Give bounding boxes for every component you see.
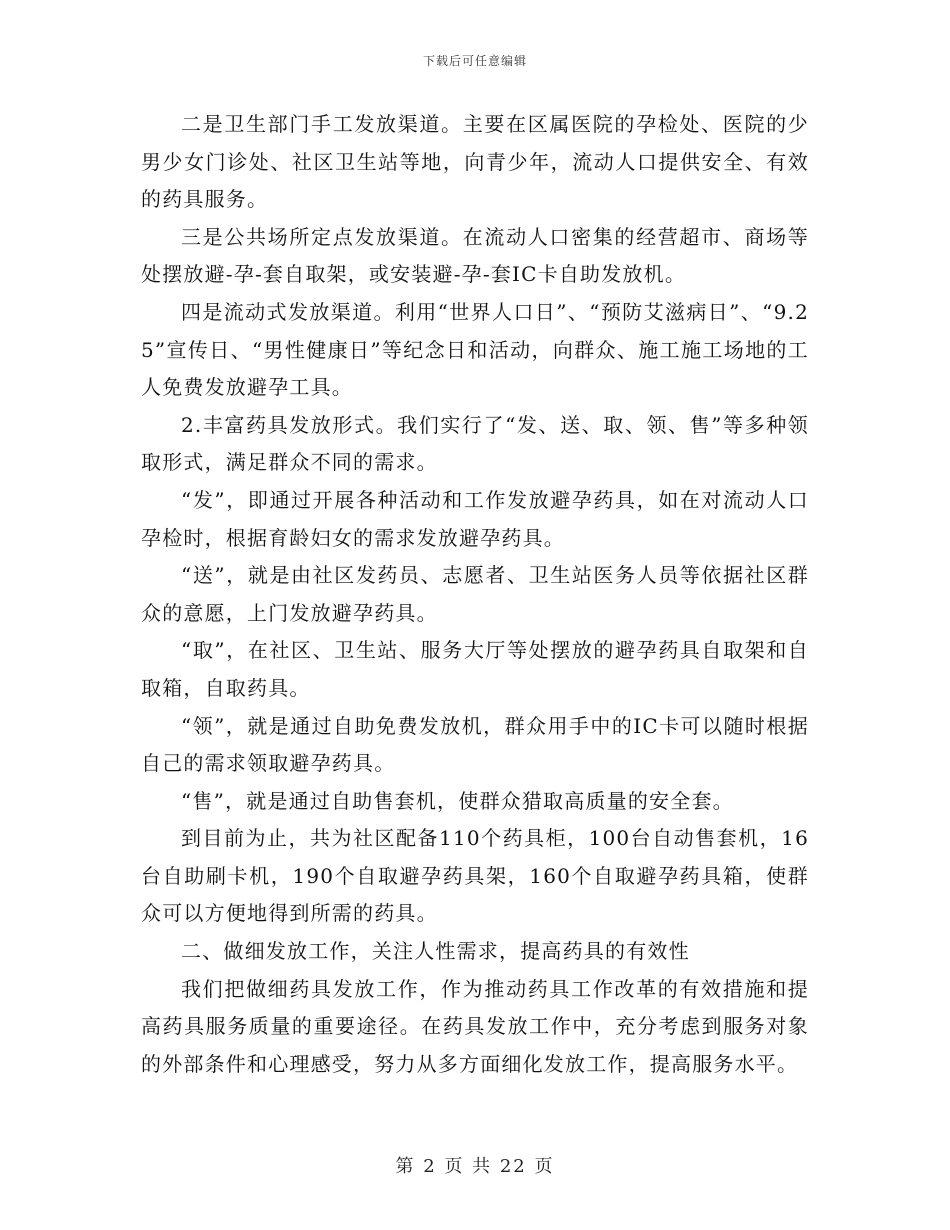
page-header: 下载后可任意编辑 bbox=[422, 54, 527, 68]
section-heading-two: 二、做细发放工作，关注人性需求，提高药具的有效性 bbox=[181, 939, 690, 964]
paragraph-section-two-body: 我们把做细药具发放工作，作为推动药具工作改革的有效措施和提高药具服务质量的重要途径。在药具发放工作中，充分考虑到服务对象的外部条件和心理感受，努力从多方面细化发放工作，提高服务水平。 bbox=[141, 976, 809, 1076]
paragraph-channel-mobile: 四是流动式发放渠道。利用“世界人口日”、“预防艾滋病日”、“9.25”宣传日、“男性健康日”等纪念日和活动，向群众、施工施工场地的工人免费发放避孕工具。 bbox=[141, 299, 809, 400]
paragraph-form-ling: “领”，就是通过自助免费发放机，群众用手中的IC卡可以随时根据自己的需求领取避孕药具。 bbox=[141, 713, 809, 776]
page-footer: 第 2 页 共 22 页 bbox=[395, 1156, 555, 1177]
paragraph-form-qu: “取”，在社区、卫生站、服务大厅等处摆放的避孕药具自取架和自取箱，自取药具。 bbox=[141, 638, 809, 700]
paragraph-form-song: “送”，就是由社区发药员、志愿者、卫生站医务人员等依据社区群众的意愿，上门发放避孕药具。 bbox=[141, 563, 809, 625]
paragraph-channel-health: 二是卫生部门手工发放渠道。主要在区属医院的孕检处、医院的少男少女门诊处、社区卫生站等地，向青少年，流动人口提供安全、有效的药具服务。 bbox=[141, 112, 809, 212]
paragraph-form-shou: “售”，就是通过自助售套机，使群众猎取高质量的安全套。 bbox=[181, 788, 734, 813]
paragraph-equipment-summary: 到目前为止，共为社区配备110个药具柜，100台自动售套机，16台自助刷卡机，190个自取避孕药具架，160个自取避孕药具箱，使群众可以方便地得到所需的药具。 bbox=[141, 826, 809, 926]
document-body bbox=[141, 106, 809, 1083]
paragraph-form-fa: “发”，即通过开展各种活动和工作发放避孕药具，如在对流动人口孕检时，根据育龄妇女的需求发放避孕药具。 bbox=[141, 487, 809, 550]
paragraph-forms-intro: 2.丰富药具发放形式。我们实行了“发、送、取、领、售”等多种领取形式，满足群众不同的需求。 bbox=[141, 412, 809, 475]
paragraph-channel-public: 三是公共场所定点发放渠道。在流动人口密集的经营超市、商场等处摆放避-孕-套自取架，或安装避-孕-套IC卡自助发放机。 bbox=[141, 224, 809, 287]
